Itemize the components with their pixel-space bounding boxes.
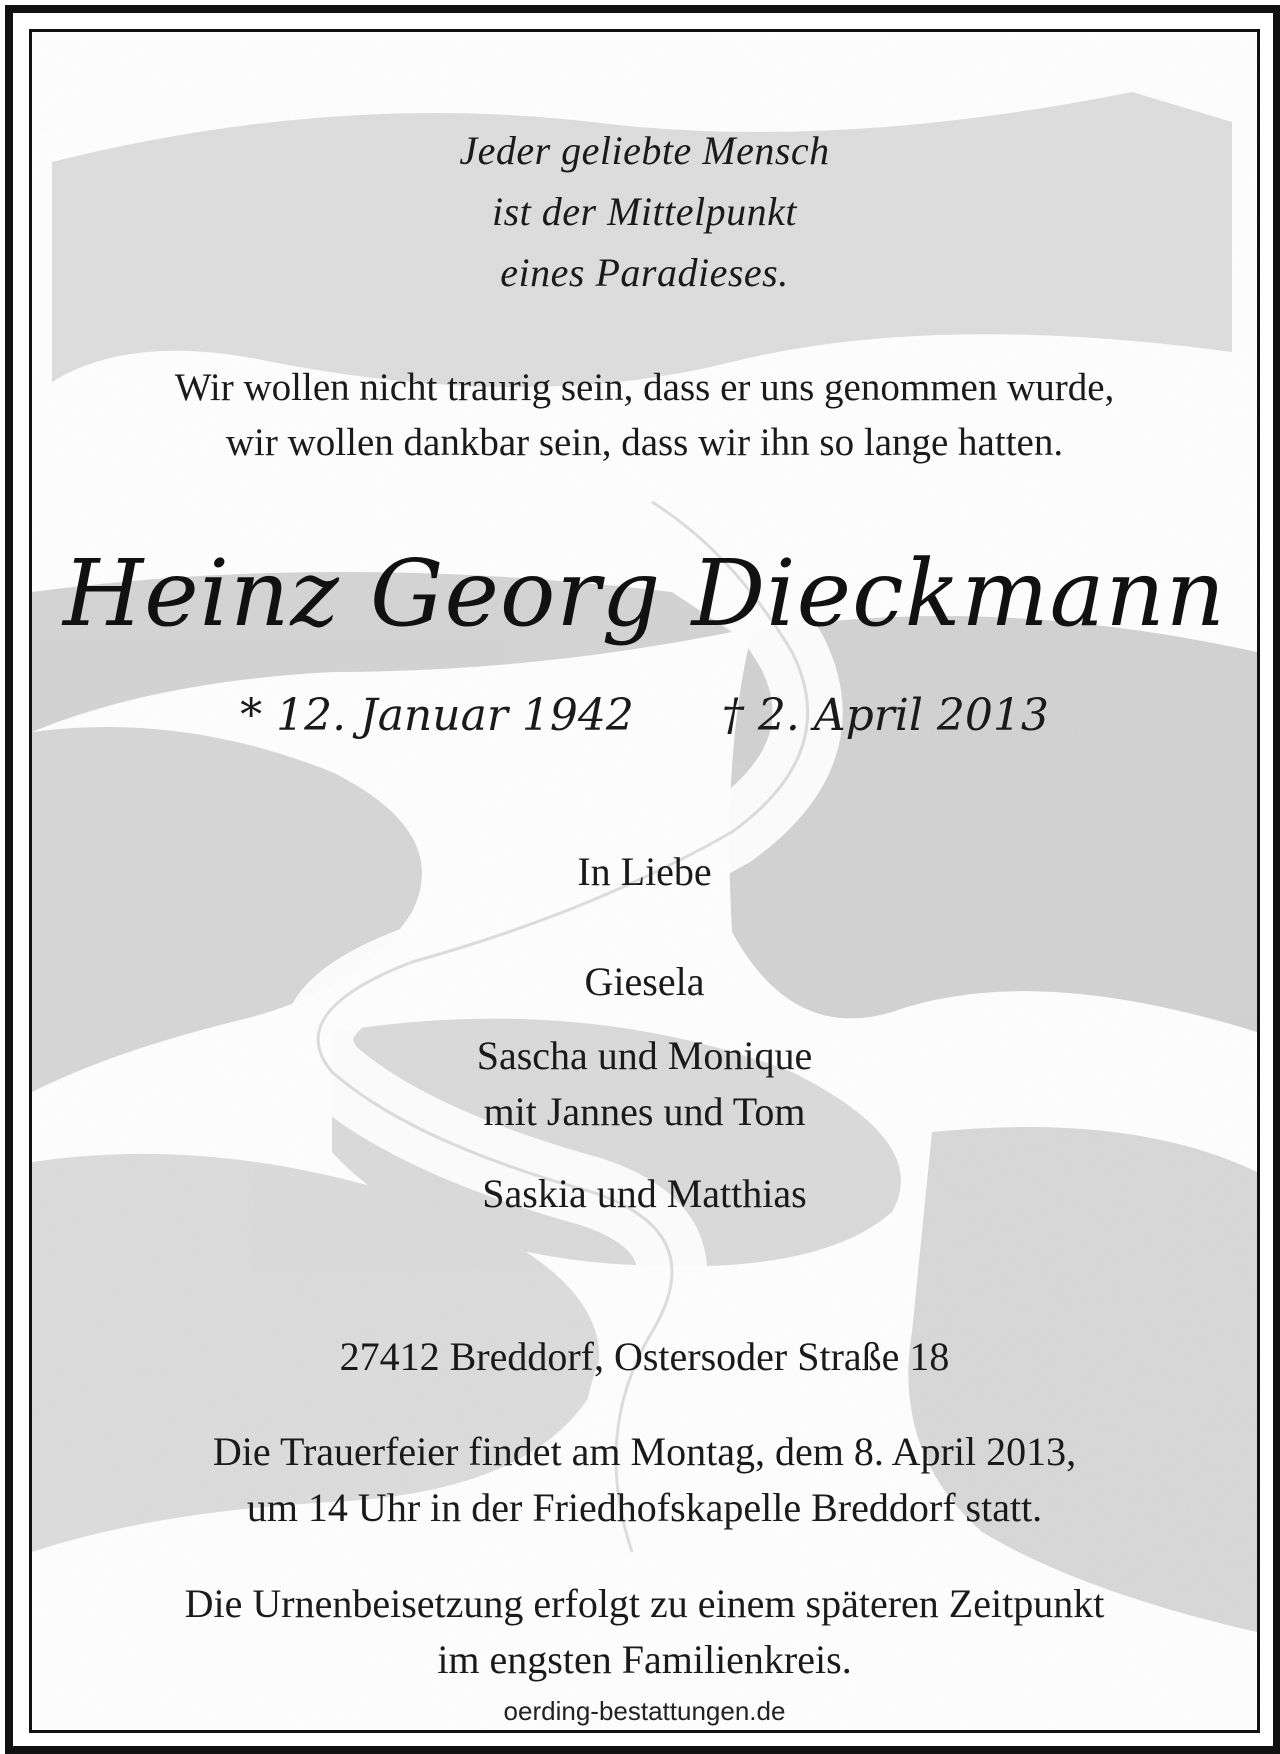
life-dates <box>32 690 1257 741</box>
birth-date: * 12. Januar 1942 <box>240 690 634 741</box>
death-date: † 2. April 2013 <box>721 690 1049 741</box>
address: 27412 Breddorf, Ostersoder Straße 18 <box>339 1334 950 1379</box>
verse-line-1: Wir wollen nicht traurig sein, dass er uns genommen wurde, <box>174 366 1115 409</box>
inner-border <box>29 29 1260 1733</box>
quote-line-2: ist der Mittelpunkt <box>491 189 797 234</box>
burial-line-2: im engsten Familienkreis. <box>437 1637 852 1682</box>
quote-line-3: eines Paradieses. <box>500 250 789 295</box>
service-line-1: Die Trauerfeier findet am Montag, dem 8. April 2013, <box>212 1429 1077 1474</box>
verse-line-2: wir wollen dankbar sein, dass wir ihn so lange hatten. <box>225 421 1064 464</box>
mourners-intro: In Liebe <box>577 849 712 894</box>
mourner-line-4: Saskia und Matthias <box>482 1171 807 1216</box>
mourner-line-1: Giesela <box>584 959 705 1004</box>
outer-border <box>5 5 1280 1754</box>
footer-website: oerding-bestattungen.de <box>503 1696 786 1726</box>
service-line-2: um 14 Uhr in der Friedhofskapelle Breddorf statt. <box>246 1485 1043 1530</box>
deceased-name: Heinz Georg Dieckmann <box>62 540 1226 647</box>
quote-line-1: Jeder geliebte Mensch <box>459 128 830 173</box>
obituary-content <box>32 32 1257 1730</box>
mourner-line-3: mit Jannes und Tom <box>483 1089 806 1134</box>
mourner-line-2: Sascha und Monique <box>476 1033 813 1078</box>
burial-line-1: Die Urnenbeisetzung erfolgt zu einem späteren Zeitpunkt <box>184 1581 1105 1626</box>
